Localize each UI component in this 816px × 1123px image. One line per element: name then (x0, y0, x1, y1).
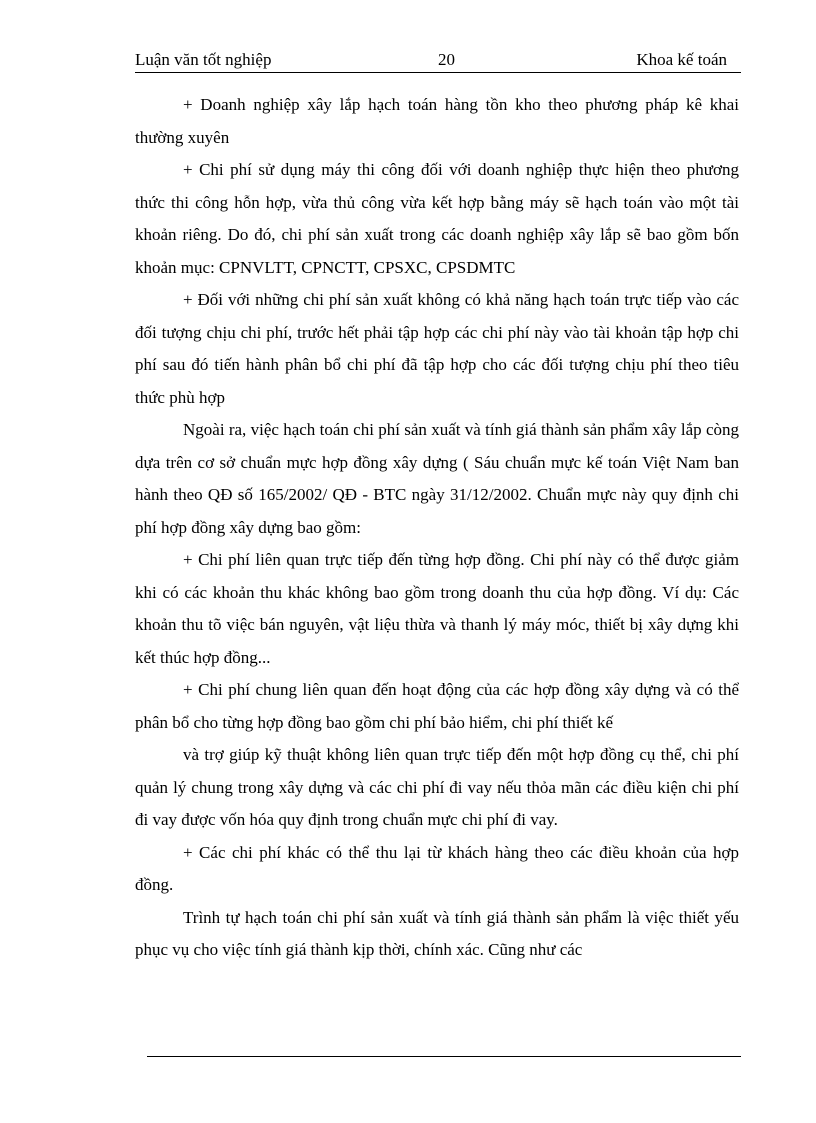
paragraph-general-contract-cost: + Chi phí chung liên quan đến hoạt động của các hợp đồng xây dựng và có thể phân bổ cho từng hợp đồng bao gồm chi phí bảo hiểm, chi phí thiết kế (135, 680, 739, 732)
header-thesis-title: Luận văn tốt nghiệp (135, 50, 272, 69)
paragraph-direct-contract-cost: + Chi phí liên quan trực tiếp đến từng hợp đồng. Chi phí này có thể được giảm khi có các khoản thu khác không bao gồm trong doanh thu của hợp đồng. Ví dụ: Các khoản thu tõ việc bán nguyên, vật liệu thừa và thanh lý máy móc, thiết bị xây dựng khi kết thúc hợp đồng... (135, 550, 739, 667)
page-number: 20 (438, 50, 455, 69)
paragraph-accounting-standard: Ngoài ra, việc hạch toán chi phí sản xuất và tính giá thành sản phẩm xây lắp còng dựa trên cơ sở chuẩn mực hợp đồng xây dựng ( Sáu chuẩn mực kế toán Việt Nam ban hành theo QĐ số 165/2002/ QĐ - BTC ngày 31/12/2002. Chuẩn mực này quy định chi phí hợp đồng xây dựng bao gồm: (135, 420, 739, 537)
paragraph-other-recoverable-cost: + Các chi phí khác có thể thu lại từ khách hàng theo các điều khoản của hợp đồng. (135, 842, 739, 894)
page-header (135, 48, 741, 73)
paragraph-machine-cost: + Chi phí sử dụng máy thi công đối với doanh nghiệp thực hiện theo phương thức thi công hỗn hợp, vừa thủ công vừa kết hợp bằng máy sẽ hạch toán vào một tài khoản riêng. Do đó, chi phí sản xuất trong các doanh nghiệp xây lắp sẽ bao gồm bốn khoản mục: CPNVLTT, CPNCTT, CPSXC, CPSDMTC (135, 160, 739, 277)
paragraph-indirect-allocation: + Đối với những chi phí sản xuất không có khả năng hạch toán trực tiếp vào các đối tượng chịu chi phí, trước hết phải tập hợp các chi phí này vào tài khoản tập hợp chi phí sau đó tiến hành phân bổ chi phí đã tập hợp cho các đối tượng chịu phí theo tiêu thức phù hợp (135, 290, 739, 407)
header-department: Khoa kế toán (636, 50, 727, 69)
paragraph-accounting-sequence: Trình tự hạch toán chi phí sản xuất và tính giá thành sản phẩm là việc thiết yếu phục vụ cho việc tính giá thành kịp thời, chính xác. Cũng như các (135, 907, 739, 959)
footer-rule (147, 1056, 741, 1057)
paragraph-technical-support: và trợ giúp kỹ thuật không liên quan trực tiếp đến một hợp đồng cụ thể, chi phí quản lý chung trong xây dựng và các chi phí đi vay nếu thỏa mãn các điều kiện chi phí đi vay được vốn hóa quy định trong chuẩn mực chi phí đi vay. (135, 745, 739, 829)
document-body (135, 89, 739, 967)
paragraph-inventory-method: + Doanh nghiệp xây lắp hạch toán hàng tồn kho theo phương pháp kê khai thường xuyên (135, 95, 739, 147)
